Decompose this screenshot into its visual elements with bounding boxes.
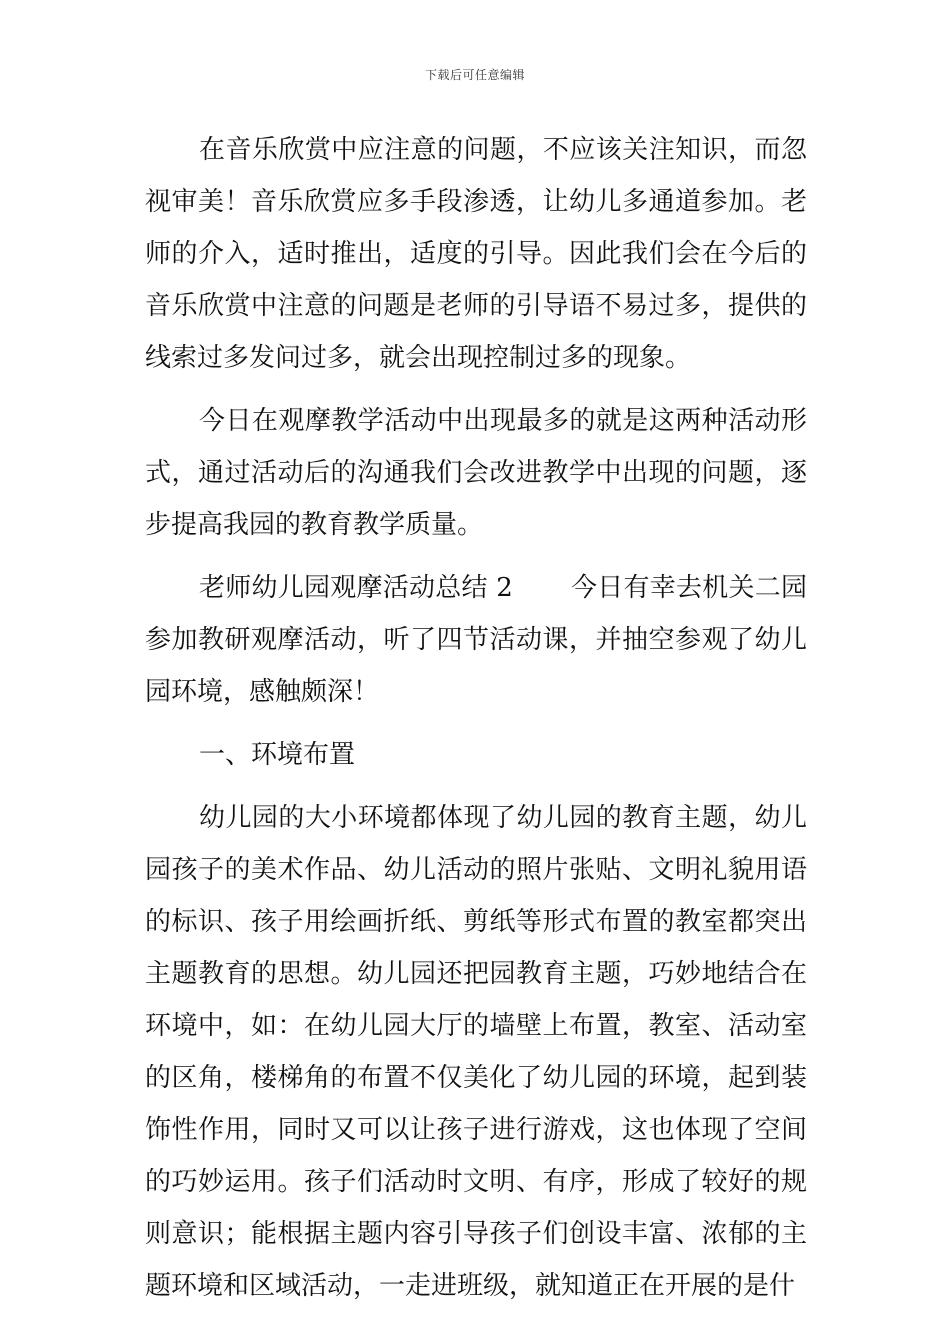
page-header-note: 下载后可任意编辑 (424, 68, 525, 82)
section-intro-text: 今日有幸去机关二园参加教研观摩活动，听了四节活动课，并抽空参观了幼儿园环境，感触颇深！ (145, 573, 807, 707)
paragraph-section-two (145, 562, 807, 718)
document-body (145, 124, 807, 1312)
paragraph-observation-summary: 今日在观摩教学活动中出现最多的就是这两种活动形式，通过活动后的沟通我们会改进教学中出现的问题，逐步提高我园的教育教学质量。 (145, 406, 807, 540)
paragraph-environment-detail: 幼儿园的大小环境都体现了幼儿园的教育主题，幼儿园孩子的美术作品、幼儿活动的照片张贴、文明礼貌用语的标识、孩子用绘画折纸、剪纸等形式布置的教室都突出主题教育的思想。幼儿园还把园教育主题，巧妙地结合在环境中，如：在幼儿园大厅的墙壁上布置，教室、活动室的区角，楼梯角的布置不仅美化了幼儿园的环境，起到装饰性作用，同时又可以让孩子进行游戏，这也体现了空间的巧妙运用。孩子们活动时文明、有序，形成了较好的规则意识；能根据主题内容引导孩子们创设丰富、浓郁的主题环境和区域活动，一走进班级，就知道正在开展的是什 (145, 803, 807, 1301)
paragraph-music-appreciation: 在音乐欣赏中应注意的问题，不应该关注知识，而忽视审美！音乐欣赏应多手段渗透，让幼儿多通道参加。老师的介入，适时推出，适度的引导。因此我们会在今后的音乐欣赏中注意的问题是老师的引导语不易过多，提供的线索过多发问过多，就会出现控制过多的现象。 (145, 135, 807, 373)
section-title: 老师幼儿园观摩活动总结 2 (199, 573, 513, 603)
heading-environment-layout: 一、环境布置 (199, 740, 356, 770)
